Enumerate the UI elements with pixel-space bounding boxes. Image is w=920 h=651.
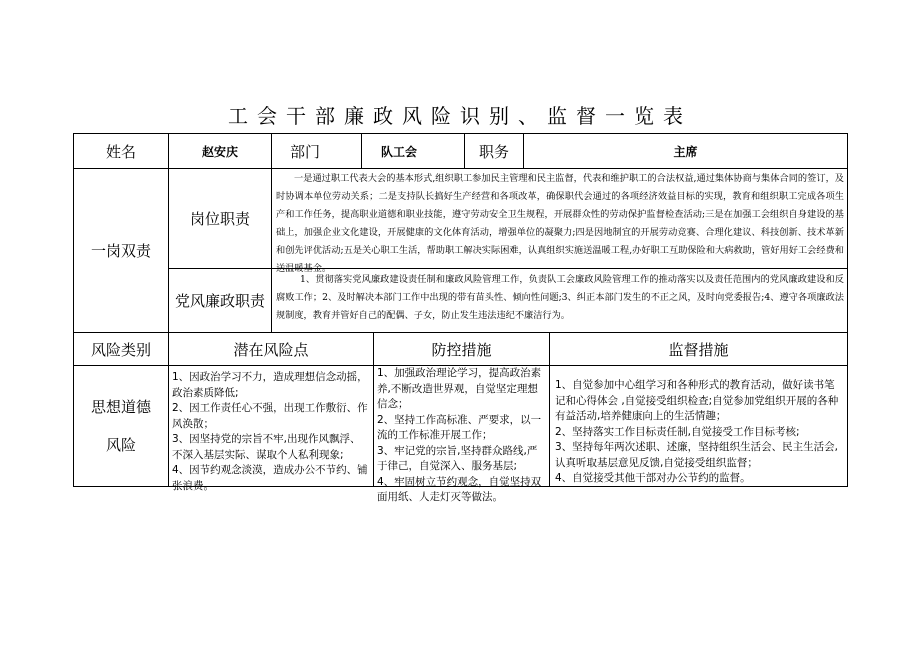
name-label: 姓名 <box>105 142 136 161</box>
column-divider <box>271 168 272 333</box>
party-duty-label: 党风廉政职责 <box>174 292 265 310</box>
position-label: 职务 <box>478 142 509 161</box>
prevention-header: 防控措施 <box>431 340 492 359</box>
potential-risk-header: 潜在风险点 <box>233 340 309 359</box>
risk-category-cell <box>74 366 168 486</box>
department-label: 部门 <box>290 142 321 161</box>
potential-risk-text: 1、因政治学习不力，造成理想信念动摇，政治素质降低; 2、因工作责任心不强，出现工作敷衍、作风涣散； 3、因坚持党的宗旨不牢,出现作风飘浮、不深入基层实际、谋取个人私利现象; 4、因节约观念淡漠，造成办公不节约、铺张浪费。 <box>172 371 368 492</box>
name-value: 赵安庆 <box>201 144 238 159</box>
supervision-header: 监督措施 <box>668 340 729 359</box>
party-duty-text: 1、贯彻落实党风廉政建设责任制和廉政风险管理工作，负责队工会廉政风险管理工作的推动落实以及责任范围内的党风廉政建设和反腐败工作；2、及时解决本部门工作中出现的带有苗头性、倾向性问题;3、纠正本部门发生的不正之风，及时向党委报告;4、遵守各项廉政法规制度，教育并管好自己的配偶、子女，防止发生违法违纪不廉洁行为。 <box>276 274 844 321</box>
page-title: 工会干部廉政风险识别、监督一览表 <box>228 104 692 128</box>
supervision-text: 1、自觉参加中心组学习和各种形式的教育活动，做好读书笔记和心得体会 ,自觉接受组织检查;自觉参加党组织开展的各种有益活动,培养健康向上的生活情趣； 2、坚持落实工作目标责任制,自觉接受工作目标考核; 3、坚持每年两次述职、述廉，坚持组织生活会、民主生活会,认真听取基层意见反馈,自觉接受组织监督； 4、自觉接受其他干部对办公节约的监督。 <box>555 379 839 484</box>
table-border-right <box>847 133 848 487</box>
prevention-text: 1、加强政治理论学习，提高政治素养,不断改造世界观，自觉坚定理想信念； 2、坚持工作高标准、严要求，以一流的工作标准开展工作； 3、牢记党的宗旨,坚持群众路线,严于律己，自觉深入、服务基层; 4、牢固树立节约观念，自觉坚持双面用纸、人走灯灭等做法。 <box>377 367 542 503</box>
risk-category-header: 风险类别 <box>90 340 151 359</box>
department-value: 队工会 <box>381 144 418 159</box>
post-duty-text: 一是通过职工代表大会的基本形式,组织职工参加民主管理和民主监督，代表和维护职工的合法权益,通过集体协商与集体合同的签订，及时协调本单位劳动关系；二是支持队长搞好生产经营和各项改革，确保职代会通过的各项经济效益目标的实现，教育和组织职工完成各项生产和工作任务，提高职业道德和职业技能，遵守劳动安全卫生规程，开展群众性的劳动保护监督检查活动;三是在加强工会组织自身建设的基础上，加强企业文化建设，开展健康的文化体育活动，增强单位的凝聚力;四是因地制宜的开展劳动竞赛、合理化建议、科技创新、技术革新和创先评优活动;五是关心职工生活，帮助职工解决实际困难，认真组织实施送温暖工程,办好职工互助保险和大病救助，管好用好工会经费和送温暖基金。 <box>276 173 844 274</box>
risk-category-line2: 风险 <box>105 436 136 454</box>
duties-section-label: 一岗双责 <box>90 242 151 260</box>
position-value: 主席 <box>673 144 698 159</box>
post-duty-label: 岗位职责 <box>189 210 250 228</box>
risk-category-line1: 思想道德 <box>90 398 151 416</box>
